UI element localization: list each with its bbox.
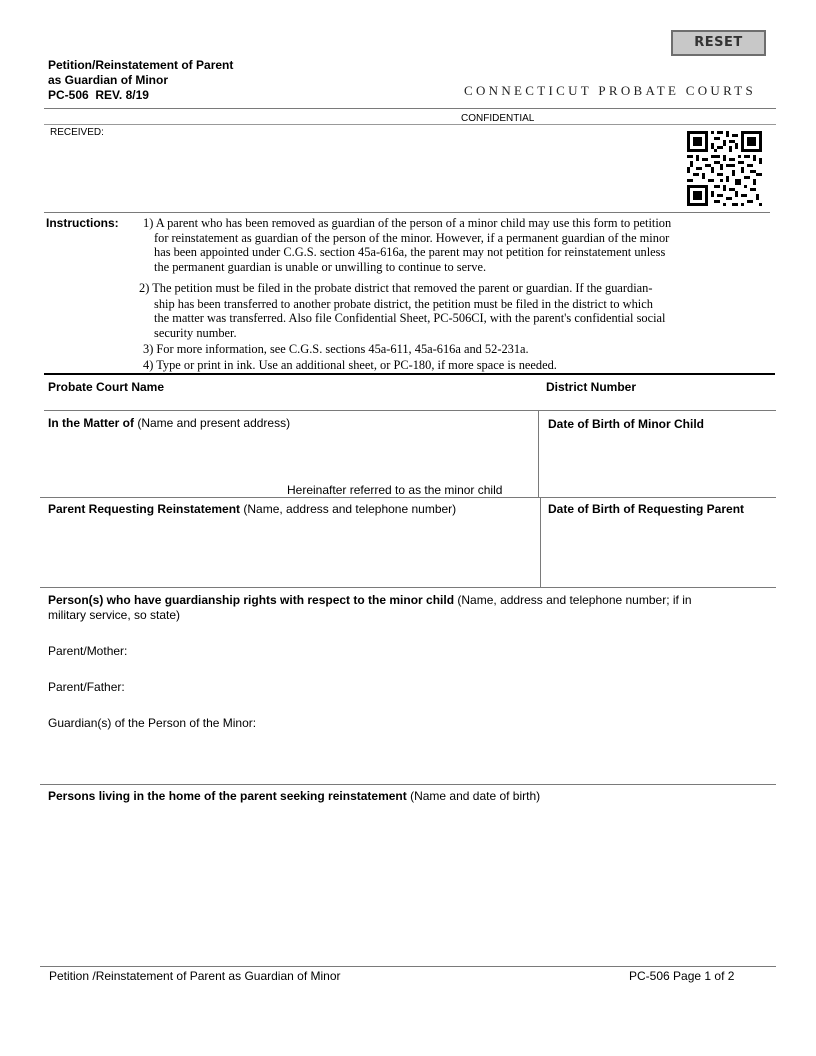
row-divider [40, 784, 776, 785]
footer-divider [40, 966, 776, 967]
parent-mother-label: Parent/Mother: [48, 644, 128, 658]
instructions-label: Instructions: [46, 216, 119, 230]
hereinafter-note: Hereinafter referred to as the minor child [287, 483, 503, 497]
instruction-item-3: 3) For more information, see C.G.S. sections 45a-611, 45a-616a and 52-231a. [143, 342, 529, 356]
parent-requesting-label [48, 502, 456, 517]
instruction-line: has been appointed under C.G.S. section 45a-616a, the parent may not petition for reinstatement unless [154, 245, 666, 260]
instructions-top-divider [44, 212, 770, 213]
footer-page-number: PC-506 Page 1 of 2 [629, 969, 735, 983]
qr-code-icon [686, 131, 763, 206]
parent-father-label: Parent/Father: [48, 680, 125, 694]
instruction-line: security number. [154, 325, 237, 340]
form-title-line2: as Guardian of Minor [48, 73, 169, 87]
instruction-item-2 [139, 281, 666, 340]
form-title [48, 58, 233, 103]
header-divider [44, 108, 776, 109]
instruction-line: the permanent guardian is unable or unwilling to continue to serve. [154, 259, 487, 274]
guardianship-rights-bold: Person(s) who have guardianship rights with respect to the minor child [48, 593, 455, 607]
row-divider [44, 410, 776, 411]
received-divider [44, 124, 776, 125]
form-number: PC-506 REV. 8/19 [48, 88, 149, 102]
confidential-label: CONFIDENTIAL [461, 113, 535, 124]
parent-requesting-note: (Name, address and telephone number) [240, 502, 457, 516]
row-divider [40, 497, 776, 498]
instruction-line: 1) A parent who has been removed as guardian of the person of a minor child may use this form to petition [143, 216, 672, 230]
received-label: RECEIVED: [50, 127, 104, 138]
in-the-matter-of-note: (Name and present address) [134, 416, 291, 430]
instruction-line: for reinstatement as guardian of the person of the minor. However, if a permanent guardian of the minor [154, 230, 670, 245]
district-number-label: District Number [546, 380, 637, 394]
dob-parent-label: Date of Birth of Requesting Parent [548, 502, 745, 516]
footer-form-title: Petition /Reinstatement of Parent as Guardian of Minor [49, 969, 341, 983]
dob-minor-label: Date of Birth of Minor Child [548, 417, 704, 431]
probate-court-name-label: Probate Court Name [48, 380, 165, 394]
persons-living-note: (Name and date of birth) [406, 789, 541, 803]
instruction-line: ship has been transferred to another probate district, the petition must be filed in the district to which [154, 296, 653, 311]
in-the-matter-of-label [48, 416, 290, 431]
row-divider [40, 587, 776, 588]
form-title-line1: Petition/Reinstatement of Parent [48, 58, 234, 72]
instruction-item-4: 4) Type or print in ink. Use an additional sheet, or PC-180, if more space is needed. [143, 358, 557, 372]
column-divider [540, 497, 541, 587]
instruction-item-1 [143, 216, 671, 274]
column-divider [538, 410, 539, 497]
guardians-of-person-label: Guardian(s) of the Person of the Minor: [48, 716, 257, 730]
guardianship-rights-label [48, 593, 772, 623]
guardianship-rights-note: (Name, address and telephone number; if in [454, 593, 692, 607]
court-name: CONNECTICUT PROBATE COURTS [464, 83, 757, 98]
parent-requesting-bold: Parent Requesting Reinstatement [48, 502, 241, 516]
instruction-line: the matter was transferred. Also file Confidential Sheet, PC-506CI, with the parent's confidential social [154, 311, 666, 326]
instruction-line: 2) The petition must be filed in the probate district that removed the parent or guardian. If the guardian- [139, 281, 653, 295]
instructions-bottom-divider [44, 373, 775, 375]
persons-living-label [48, 789, 540, 804]
reset-button[interactable]: RESET [671, 30, 766, 56]
in-the-matter-of-bold: In the Matter of [48, 416, 134, 430]
persons-living-bold: Persons living in the home of the parent seeking reinstatement [48, 789, 407, 803]
guardianship-rights-note-2: military service, so state) [48, 608, 181, 622]
